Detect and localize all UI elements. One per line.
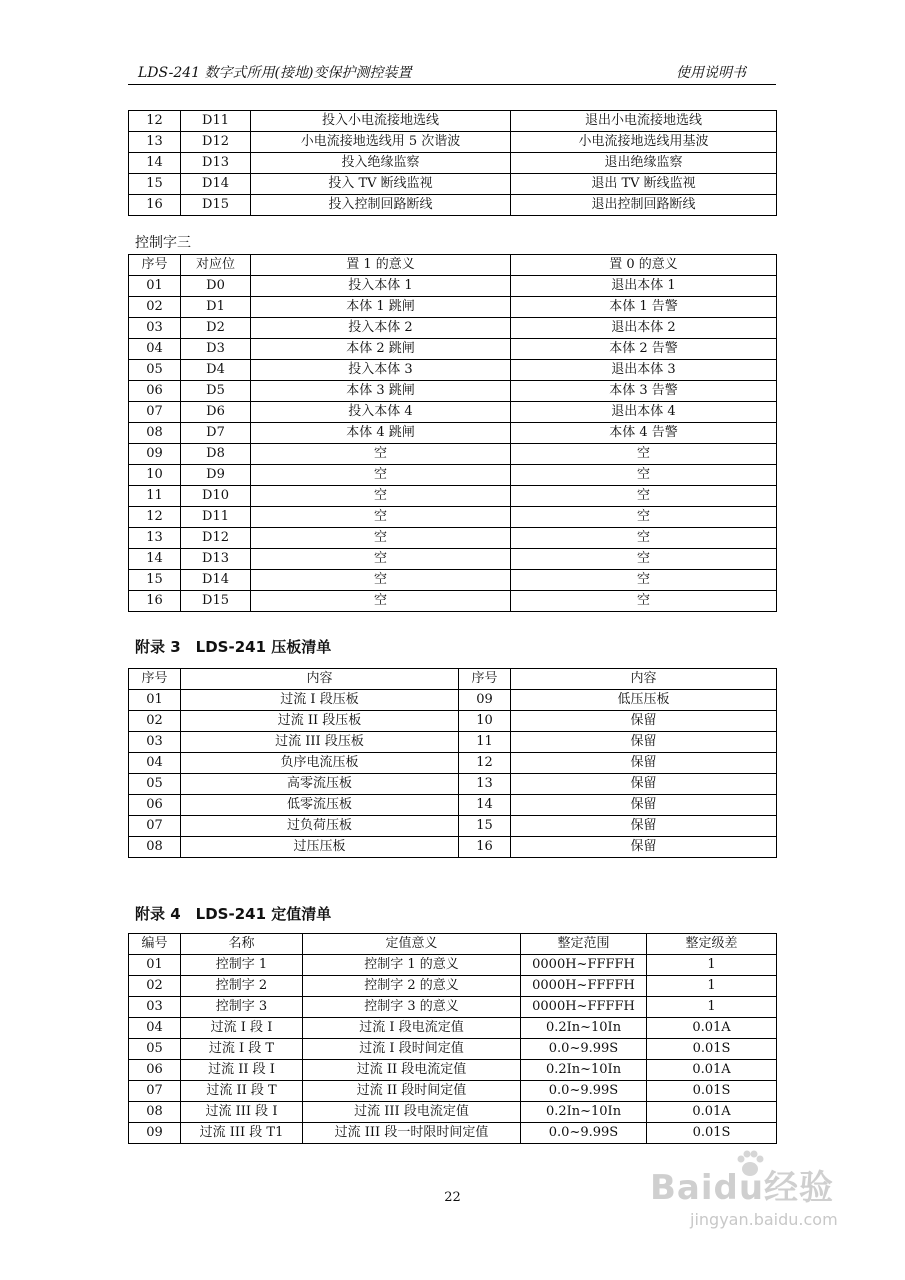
table-cell: 04 xyxy=(129,339,181,360)
table-row xyxy=(129,195,777,216)
table-cell: 09 xyxy=(129,444,181,465)
table-cell: D3 xyxy=(181,339,251,360)
table-cell: 空 xyxy=(511,465,777,486)
table-cell: 投入本体 4 xyxy=(251,402,511,423)
table-cell: 本体 1 告警 xyxy=(511,297,777,318)
table-cell: D13 xyxy=(181,549,251,570)
table-cell: 0.01A xyxy=(647,1102,777,1123)
table-cell: 空 xyxy=(511,507,777,528)
table-cell: 空 xyxy=(251,591,511,612)
table-cell: 14 xyxy=(459,795,511,816)
header-cell: 编号 xyxy=(129,934,181,955)
table-cell: 14 xyxy=(129,549,181,570)
table-row xyxy=(129,549,777,570)
table-cell: 空 xyxy=(251,444,511,465)
table-cell: D5 xyxy=(181,381,251,402)
table-cell: 1 xyxy=(647,997,777,1018)
table-cell: 空 xyxy=(511,528,777,549)
table-cell: 控制字 2 的意义 xyxy=(303,976,521,997)
table-cell: 投入小电流接地选线 xyxy=(251,111,511,132)
table-cell: 0.2In~10In xyxy=(521,1018,647,1039)
table-cell: 09 xyxy=(129,1123,181,1144)
table-cell: 0000H~FFFFH xyxy=(521,997,647,1018)
table-cell: 12 xyxy=(129,111,181,132)
header-cell: 置 0 的意义 xyxy=(511,255,777,276)
table-row xyxy=(129,360,777,381)
table-cell: 14 xyxy=(129,153,181,174)
table-cell: 03 xyxy=(129,318,181,339)
table-cell: 过流 II 段 T xyxy=(181,1081,303,1102)
table-row xyxy=(129,570,777,591)
page-number: 22 xyxy=(444,1190,461,1205)
table-header-row xyxy=(129,255,777,276)
table-cell: 13 xyxy=(129,132,181,153)
table-cell: 空 xyxy=(251,549,511,570)
control-word-table-continued xyxy=(128,110,777,216)
table-cell: 过压压板 xyxy=(181,837,459,858)
table-cell: 本体 2 告警 xyxy=(511,339,777,360)
table-row xyxy=(129,465,777,486)
table-row xyxy=(129,732,777,753)
table-cell: 0.01S xyxy=(647,1081,777,1102)
table-row xyxy=(129,1018,777,1039)
table-cell: 过流 III 段一时限时间定值 xyxy=(303,1123,521,1144)
table-cell: 12 xyxy=(459,753,511,774)
table-cell: 08 xyxy=(129,837,181,858)
table-cell: 04 xyxy=(129,753,181,774)
table-cell: 保留 xyxy=(511,753,777,774)
table-cell: 投入本体 3 xyxy=(251,360,511,381)
table-cell: 0000H~FFFFH xyxy=(521,976,647,997)
header-cell: 名称 xyxy=(181,934,303,955)
table-cell: 01 xyxy=(129,690,181,711)
table-cell: 12 xyxy=(129,507,181,528)
table-cell: D15 xyxy=(181,591,251,612)
table-row xyxy=(129,276,777,297)
table-cell: 01 xyxy=(129,276,181,297)
table-cell: 本体 3 告警 xyxy=(511,381,777,402)
table-cell: 投入控制回路断线 xyxy=(251,195,511,216)
table-row xyxy=(129,591,777,612)
table-cell: 08 xyxy=(129,423,181,444)
table-cell: 空 xyxy=(511,570,777,591)
table-cell: 0.2In~10In xyxy=(521,1060,647,1081)
table-cell: D13 xyxy=(181,153,251,174)
table-cell: 05 xyxy=(129,360,181,381)
table-cell: 06 xyxy=(129,1060,181,1081)
table-cell: 本体 4 告警 xyxy=(511,423,777,444)
table-cell: 过流 III 段电流定值 xyxy=(303,1102,521,1123)
header-cell: 内容 xyxy=(181,669,459,690)
header-cell: 对应位 xyxy=(181,255,251,276)
table-row xyxy=(129,816,777,837)
table-cell: 15 xyxy=(129,570,181,591)
table-row xyxy=(129,528,777,549)
table-cell: 空 xyxy=(251,528,511,549)
table-cell: 0.0~9.99S xyxy=(521,1081,647,1102)
table-cell: 空 xyxy=(511,549,777,570)
table-cell: D10 xyxy=(181,486,251,507)
table-cell: 0.2In~10In xyxy=(521,1102,647,1123)
table-header-row xyxy=(129,934,777,955)
table-cell: 1 xyxy=(647,976,777,997)
table-cell: 08 xyxy=(129,1102,181,1123)
table-row xyxy=(129,318,777,339)
table-cell: 过流 I 段 T xyxy=(181,1039,303,1060)
table-cell: 过流 III 段压板 xyxy=(181,732,459,753)
table-cell: 05 xyxy=(129,774,181,795)
table-row xyxy=(129,997,777,1018)
table-cell: 05 xyxy=(129,1039,181,1060)
table-cell: 过流 I 段时间定值 xyxy=(303,1039,521,1060)
table-cell: 过流 II 段压板 xyxy=(181,711,459,732)
table-cell: 11 xyxy=(129,486,181,507)
table-cell: 07 xyxy=(129,402,181,423)
table-cell: 03 xyxy=(129,732,181,753)
table-cell: 退出小电流接地选线 xyxy=(511,111,777,132)
control-word-3-caption: 控制字三 xyxy=(135,235,191,251)
table-cell: 退出本体 2 xyxy=(511,318,777,339)
table-cell: 保留 xyxy=(511,732,777,753)
table-cell: D2 xyxy=(181,318,251,339)
table-cell: 1 xyxy=(647,955,777,976)
table-cell: D11 xyxy=(181,111,251,132)
table-cell: 负序电流压板 xyxy=(181,753,459,774)
table-cell: D8 xyxy=(181,444,251,465)
table-cell: D4 xyxy=(181,360,251,381)
table-row xyxy=(129,174,777,195)
table-row xyxy=(129,1060,777,1081)
table-cell: 07 xyxy=(129,1081,181,1102)
table-cell: 过流 III 段 T1 xyxy=(181,1123,303,1144)
appendix-3-title: 附录 3 LDS-241 压板清单 xyxy=(135,638,332,656)
table-cell: 本体 4 跳闸 xyxy=(251,423,511,444)
table-row xyxy=(129,111,777,132)
table-row xyxy=(129,955,777,976)
header-cell: 整定范围 xyxy=(521,934,647,955)
table-cell: D14 xyxy=(181,174,251,195)
table-row xyxy=(129,486,777,507)
table-cell: D12 xyxy=(181,132,251,153)
table-cell: 本体 1 跳闸 xyxy=(251,297,511,318)
table-cell: 16 xyxy=(129,195,181,216)
table-row xyxy=(129,711,777,732)
table-cell: 过流 II 段时间定值 xyxy=(303,1081,521,1102)
table-cell: D12 xyxy=(181,528,251,549)
table-cell: 空 xyxy=(251,486,511,507)
table-row xyxy=(129,837,777,858)
table-cell: 保留 xyxy=(511,711,777,732)
table-cell: 07 xyxy=(129,816,181,837)
table-cell: 控制字 2 xyxy=(181,976,303,997)
table-cell: 过流 II 段 I xyxy=(181,1060,303,1081)
table-cell: 03 xyxy=(129,997,181,1018)
table-cell: D9 xyxy=(181,465,251,486)
table-cell: D6 xyxy=(181,402,251,423)
table-row xyxy=(129,339,777,360)
table-cell: 投入本体 2 xyxy=(251,318,511,339)
header-rule xyxy=(128,84,776,85)
table-cell: 低零流压板 xyxy=(181,795,459,816)
table-cell: 10 xyxy=(459,711,511,732)
table-row xyxy=(129,795,777,816)
header-cell: 置 1 的意义 xyxy=(251,255,511,276)
table-cell: 13 xyxy=(129,528,181,549)
control-word-3-table xyxy=(128,254,777,612)
table-cell: 0.0~9.99S xyxy=(521,1123,647,1144)
table-row xyxy=(129,423,777,444)
table-cell: 空 xyxy=(511,444,777,465)
table-cell: 过流 III 段 I xyxy=(181,1102,303,1123)
table-row xyxy=(129,153,777,174)
table-cell: 控制字 1 xyxy=(181,955,303,976)
table-cell: 控制字 3 xyxy=(181,997,303,1018)
table-cell: D0 xyxy=(181,276,251,297)
table-row xyxy=(129,297,777,318)
table-cell: 本体 2 跳闸 xyxy=(251,339,511,360)
appendix-4-title: 附录 4 LDS-241 定值清单 xyxy=(135,905,332,923)
table-cell: 0.01A xyxy=(647,1060,777,1081)
table-cell: 退出绝缘监察 xyxy=(511,153,777,174)
table-cell: 空 xyxy=(251,507,511,528)
table-cell: D14 xyxy=(181,570,251,591)
table-cell: D1 xyxy=(181,297,251,318)
table-row xyxy=(129,402,777,423)
table-row xyxy=(129,690,777,711)
table-row xyxy=(129,444,777,465)
table-cell: 高零流压板 xyxy=(181,774,459,795)
table-cell: 空 xyxy=(511,486,777,507)
header-cell: 序号 xyxy=(129,669,181,690)
table-cell: 09 xyxy=(459,690,511,711)
table-row xyxy=(129,1081,777,1102)
table-cell: D15 xyxy=(181,195,251,216)
table-cell: 投入绝缘监察 xyxy=(251,153,511,174)
baidu-jingyan-watermark: Baidu经验 xyxy=(650,1168,835,1208)
table-row xyxy=(129,381,777,402)
table-cell: 04 xyxy=(129,1018,181,1039)
header-title: LDS-241 数字式所用(接地)变保护测控装置 xyxy=(138,65,412,81)
table-row xyxy=(129,132,777,153)
table-cell: 保留 xyxy=(511,837,777,858)
table-cell: 01 xyxy=(129,955,181,976)
table-cell: 过流 I 段压板 xyxy=(181,690,459,711)
table-cell: 0.01S xyxy=(647,1039,777,1060)
table-cell: 02 xyxy=(129,711,181,732)
table-cell: 0.0~9.99S xyxy=(521,1039,647,1060)
table-row xyxy=(129,1102,777,1123)
pressure-plate-table xyxy=(128,668,777,858)
table-cell: 06 xyxy=(129,381,181,402)
header-cell: 整定级差 xyxy=(647,934,777,955)
table-cell: 0.01A xyxy=(647,1018,777,1039)
table-row xyxy=(129,1039,777,1060)
table-cell: 控制字 1 的意义 xyxy=(303,955,521,976)
table-cell: 退出 TV 断线监视 xyxy=(511,174,777,195)
table-cell: 15 xyxy=(459,816,511,837)
table-row xyxy=(129,753,777,774)
table-cell: 13 xyxy=(459,774,511,795)
table-cell: 退出控制回路断线 xyxy=(511,195,777,216)
table-cell: 16 xyxy=(459,837,511,858)
table-row xyxy=(129,774,777,795)
table-cell: 控制字 3 的意义 xyxy=(303,997,521,1018)
setting-value-table xyxy=(128,933,777,1144)
table-cell: 投入 TV 断线监视 xyxy=(251,174,511,195)
table-cell: 11 xyxy=(459,732,511,753)
table-cell: 02 xyxy=(129,297,181,318)
table-cell: 保留 xyxy=(511,795,777,816)
table-cell: 过负荷压板 xyxy=(181,816,459,837)
table-cell: 空 xyxy=(511,591,777,612)
table-cell: 过流 II 段电流定值 xyxy=(303,1060,521,1081)
table-row xyxy=(129,976,777,997)
table-cell: 低压压板 xyxy=(511,690,777,711)
header-cell: 定值意义 xyxy=(303,934,521,955)
table-cell: 空 xyxy=(251,465,511,486)
table-cell: 保留 xyxy=(511,816,777,837)
table-header-row xyxy=(129,669,777,690)
table-cell: 16 xyxy=(129,591,181,612)
header-cell: 序号 xyxy=(129,255,181,276)
header-cell: 内容 xyxy=(511,669,777,690)
table-cell: 退出本体 3 xyxy=(511,360,777,381)
watermark-url: jingyan.baidu.com xyxy=(690,1210,838,1229)
table-cell: 空 xyxy=(251,570,511,591)
table-cell: 0000H~FFFFH xyxy=(521,955,647,976)
table-cell: 15 xyxy=(129,174,181,195)
table-cell: 过流 I 段电流定值 xyxy=(303,1018,521,1039)
table-row xyxy=(129,507,777,528)
header-cell: 序号 xyxy=(459,669,511,690)
table-cell: D11 xyxy=(181,507,251,528)
table-cell: 过流 I 段 I xyxy=(181,1018,303,1039)
table-cell: D7 xyxy=(181,423,251,444)
table-cell: 退出本体 1 xyxy=(511,276,777,297)
table-cell: 0.01S xyxy=(647,1123,777,1144)
table-cell: 小电流接地选线用基波 xyxy=(511,132,777,153)
table-cell: 06 xyxy=(129,795,181,816)
table-cell: 投入本体 1 xyxy=(251,276,511,297)
table-cell: 本体 3 跳闸 xyxy=(251,381,511,402)
table-cell: 10 xyxy=(129,465,181,486)
table-cell: 保留 xyxy=(511,774,777,795)
table-row xyxy=(129,1123,777,1144)
table-cell: 退出本体 4 xyxy=(511,402,777,423)
header-manual-label: 使用说明书 xyxy=(676,65,746,81)
table-cell: 02 xyxy=(129,976,181,997)
table-cell: 小电流接地选线用 5 次谐波 xyxy=(251,132,511,153)
